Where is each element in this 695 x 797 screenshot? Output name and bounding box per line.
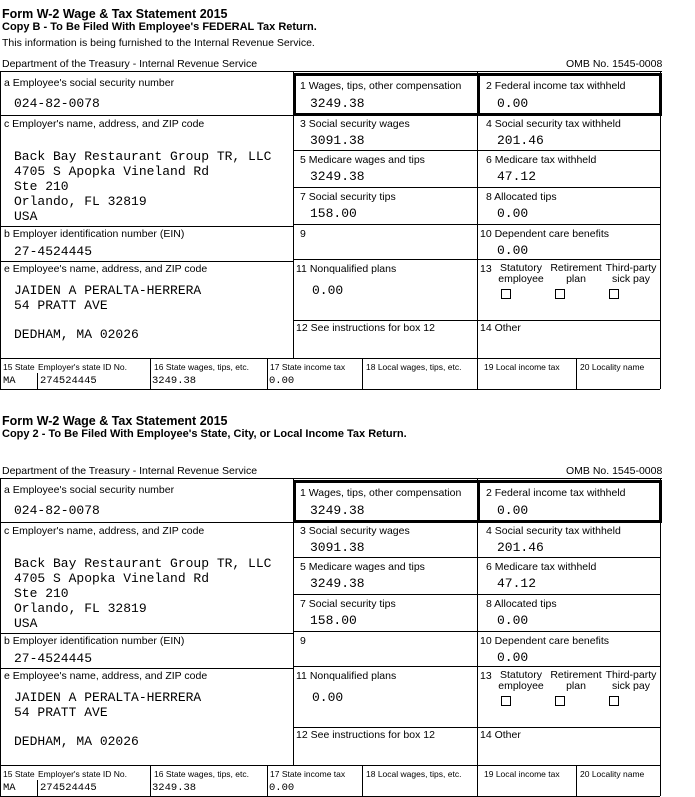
divider (0, 226, 293, 227)
box-5-label: 5 Medicare wages and tips (300, 561, 425, 573)
box-15-state-id: 274524445 (40, 375, 97, 387)
divider (150, 373, 151, 389)
employer-line-5: USA (14, 209, 38, 224)
divider (576, 765, 577, 796)
box-10-value: 0.00 (497, 650, 529, 665)
box-13-statutory-label: Statutory employee (498, 669, 544, 692)
form-title: Form W-2 Wage & Tax Statement 2015 (2, 414, 228, 428)
box-15-label: 15 State (3, 769, 35, 779)
third-party-sick-pay-checkbox[interactable] (609, 696, 619, 706)
department-label: Department of the Treasury - Internal Revenue Service (2, 58, 258, 70)
divider (0, 522, 293, 523)
employer-line-1: Back Bay Restaurant Group TR, LLC (14, 556, 272, 571)
employer-line-2: 4705 S Apopka Vineland Rd (14, 164, 210, 179)
divider (0, 633, 293, 634)
divider (477, 358, 478, 389)
box-1-label: 1 Wages, tips, other compensation (300, 487, 462, 499)
omb-number: OMB No. 1545-0008 (566, 58, 663, 70)
box-3-value: 3091.38 (310, 133, 365, 148)
divider (660, 71, 661, 389)
box-17-label: 17 State income tax (270, 362, 346, 372)
box-13-thirdparty-label: Third-party sick pay (605, 262, 657, 285)
box-6-value: 47.12 (497, 169, 537, 184)
box-11-value: 0.00 (312, 283, 344, 298)
box-10-value: 0.00 (497, 243, 529, 258)
box-2-value: 0.00 (497, 503, 529, 518)
retirement-plan-checkbox[interactable] (555, 696, 565, 706)
employer-line-2: 4705 S Apopka Vineland Rd (14, 571, 210, 586)
employer-line-5: USA (14, 616, 38, 631)
divider (0, 261, 293, 262)
box-8-value: 0.00 (497, 206, 529, 221)
divider (37, 373, 38, 389)
divider (293, 259, 660, 260)
box-9-label: 9 (300, 635, 306, 647)
divider (0, 115, 293, 116)
box-13-thirdparty-label: Third-party sick pay (605, 669, 657, 692)
retirement-plan-checkbox[interactable] (555, 289, 565, 299)
form-title: Form W-2 Wage & Tax Statement 2015 (2, 7, 228, 21)
box-15-state-id: 274524445 (40, 782, 97, 794)
box-e-label: e Employee's name, address, and ZIP code (4, 263, 208, 275)
box-13-statutory-label: Statutory employee (498, 262, 544, 285)
box-13-retirement-label: Retirement plan (550, 669, 602, 692)
box-c-label: c Employer's name, address, and ZIP code (4, 118, 205, 130)
box-b-label: b Employer identification number (EIN) (4, 635, 185, 647)
box-20-label: 20 Locality name (580, 362, 645, 372)
box-3-label: 3 Social security wages (300, 118, 410, 130)
divider (0, 668, 293, 669)
box-5-value: 3249.38 (310, 169, 365, 184)
box-20-label: 20 Locality name (580, 769, 645, 779)
irs-notice: This information is being furnished to the Internal Revenue Service. (2, 37, 315, 49)
divider (37, 780, 38, 796)
divider (477, 765, 478, 796)
divider (362, 358, 363, 389)
employer-ein: 27-4524445 (14, 651, 93, 666)
box-15-id-label: Employer's state ID No. (38, 769, 128, 779)
divider (293, 594, 660, 595)
box-4-value: 201.46 (497, 540, 544, 555)
divider (0, 389, 660, 390)
department-label: Department of the Treasury - Internal Revenue Service (2, 465, 258, 477)
divider (477, 480, 480, 523)
divider (293, 224, 660, 225)
w2-copy-b (0, 0, 695, 390)
box-16-label: 16 State wages, tips, etc. (154, 362, 249, 372)
divider (576, 358, 577, 389)
box-5-label: 5 Medicare wages and tips (300, 154, 425, 166)
box-10-label: 10 Dependent care benefits (480, 635, 610, 647)
divider (267, 765, 268, 796)
divider (293, 320, 660, 321)
box-a-label: a Employee's social security number (4, 77, 175, 89)
employee-ssn: 024-82-0078 (14, 96, 100, 111)
employer-line-4: Orlando, FL 32819 (14, 194, 147, 209)
box-15-state: MA (3, 782, 16, 794)
box-8-label: 8 Allocated tips (486, 598, 557, 610)
box-7-value: 158.00 (310, 206, 357, 221)
divider (267, 358, 268, 389)
box-c-label: c Employer's name, address, and ZIP code (4, 525, 205, 537)
box-9-label: 9 (300, 228, 306, 240)
box-15-label: 15 State (3, 362, 35, 372)
box-8-label: 8 Allocated tips (486, 191, 557, 203)
employer-line-4: Orlando, FL 32819 (14, 601, 147, 616)
divider (362, 765, 363, 796)
box-6-label: 6 Medicare tax withheld (486, 154, 597, 166)
copy-subtitle: Copy 2 - To Be Filed With Employee's State, City, or Local Income Tax Return. (2, 428, 407, 440)
box-15-id-label: Employer's state ID No. (38, 362, 128, 372)
box-13-label: 13 (480, 263, 492, 275)
box-4-label: 4 Social security tax withheld (486, 525, 621, 537)
box-17-label: 17 State income tax (270, 769, 346, 779)
box-13-retirement-label: Retirement plan (550, 262, 602, 285)
employee-ssn: 024-82-0078 (14, 503, 100, 518)
divider (477, 73, 480, 116)
divider (293, 150, 660, 151)
box-13-label: 13 (480, 670, 492, 682)
box-19-label: 19 Local income tax (484, 769, 560, 779)
omb-number: OMB No. 1545-0008 (566, 465, 663, 477)
box-11-label: 11 Nonqualified plans (296, 263, 397, 275)
box-11-label: 11 Nonqualified plans (296, 670, 397, 682)
box-11-value: 0.00 (312, 690, 344, 705)
box-18-label: 18 Local wages, tips, etc. (366, 362, 462, 372)
box-10-label: 10 Dependent care benefits (480, 228, 610, 240)
box-8-value: 0.00 (497, 613, 529, 628)
divider (293, 666, 660, 667)
employer-line-1: Back Bay Restaurant Group TR, LLC (14, 149, 272, 164)
statutory-employee-checkbox[interactable] (501, 696, 511, 706)
employee-city: DEDHAM, MA 02026 (14, 327, 139, 342)
employer-ein: 27-4524445 (14, 244, 93, 259)
box-7-value: 158.00 (310, 613, 357, 628)
statutory-employee-checkbox[interactable] (501, 289, 511, 299)
box-7-label: 7 Social security tips (300, 191, 396, 203)
box-2-label: 2 Federal income tax withheld (486, 80, 626, 92)
box-17-value: 0.00 (269, 375, 295, 387)
third-party-sick-pay-checkbox[interactable] (609, 289, 619, 299)
box-7-label: 7 Social security tips (300, 598, 396, 610)
box-14-label: 14 Other (480, 322, 521, 334)
divider (0, 765, 660, 766)
box-6-label: 6 Medicare tax withheld (486, 561, 597, 573)
divider (293, 557, 660, 558)
box-2-value: 0.00 (497, 96, 529, 111)
employer-line-3: Ste 210 (14, 586, 69, 601)
divider (293, 187, 660, 188)
divider (150, 780, 151, 796)
box-18-label: 18 Local wages, tips, etc. (366, 769, 462, 779)
box-19-label: 19 Local income tax (484, 362, 560, 372)
divider (293, 727, 660, 728)
box-b-label: b Employer identification number (EIN) (4, 228, 185, 240)
divider (660, 478, 661, 796)
box-6-value: 47.12 (497, 576, 537, 591)
box-12-label: 12 See instructions for box 12 (296, 729, 435, 741)
box-4-value: 201.46 (497, 133, 544, 148)
box-17-value: 0.00 (269, 782, 295, 794)
employee-name: JAIDEN A PERALTA-HERRERA (14, 690, 202, 705)
box-3-value: 3091.38 (310, 540, 365, 555)
divider (0, 358, 660, 359)
box-1-value: 3249.38 (310, 96, 365, 111)
box-4-label: 4 Social security tax withheld (486, 118, 621, 130)
employee-street: 54 PRATT AVE (14, 298, 108, 313)
box-5-value: 3249.38 (310, 576, 365, 591)
box-e-label: e Employee's name, address, and ZIP code (4, 670, 208, 682)
box-3-label: 3 Social security wages (300, 525, 410, 537)
employee-street: 54 PRATT AVE (14, 705, 108, 720)
box-1-value: 3249.38 (310, 503, 365, 518)
box-16-label: 16 State wages, tips, etc. (154, 769, 249, 779)
box-1-label: 1 Wages, tips, other compensation (300, 80, 462, 92)
employer-line-3: Ste 210 (14, 179, 69, 194)
box-14-label: 14 Other (480, 729, 521, 741)
box-2-label: 2 Federal income tax withheld (486, 487, 626, 499)
employee-name: JAIDEN A PERALTA-HERRERA (14, 283, 202, 298)
box-16-value: 3249.38 (152, 375, 197, 387)
copy-subtitle: Copy B - To Be Filed With Employee's FEDERAL Tax Return. (2, 21, 317, 33)
box-16-value: 3249.38 (152, 782, 197, 794)
employee-city: DEDHAM, MA 02026 (14, 734, 139, 749)
w2-copy-2 (0, 407, 695, 797)
box-15-state: MA (3, 375, 16, 387)
divider (293, 631, 660, 632)
box-a-label: a Employee's social security number (4, 484, 175, 496)
box-12-label: 12 See instructions for box 12 (296, 322, 435, 334)
